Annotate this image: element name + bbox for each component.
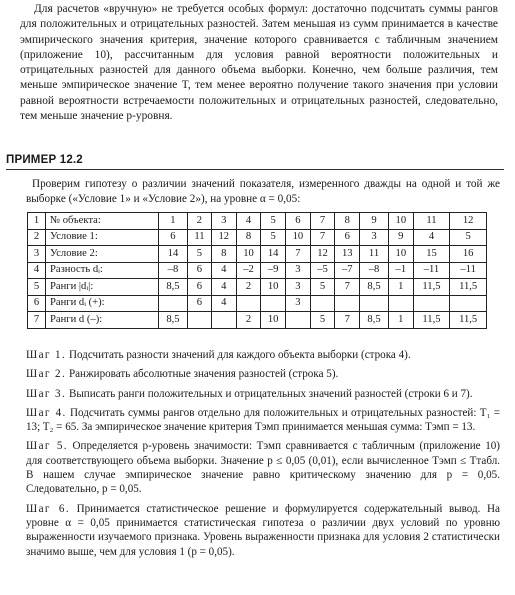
row-number: 7 [28,312,46,329]
table-cell: 11,5 [413,312,450,329]
table-cell: –2 [236,262,261,279]
table-cell: –8 [159,262,188,279]
table-cell: 10 [261,279,286,296]
table-cell [335,295,360,312]
row-label: № объекта: [46,213,159,230]
table-cell: 8 [211,246,236,263]
table-cell: 8 [236,229,261,246]
row-number: 3 [28,246,46,263]
step-paragraph [26,406,500,435]
table-cell: 8,5 [159,279,188,296]
table-cell: 1 [388,279,413,296]
table-cell: 8,5 [159,312,188,329]
table-cell: –7 [335,262,360,279]
step-heading: Шаг 2. [26,368,67,381]
table-cell: 10 [388,246,413,263]
table-cell: 10 [286,229,311,246]
step-text: Подсчитать разности значений для каждого объекта выборки (строка 4). [66,349,411,361]
table-cell: 6 [187,279,211,296]
table-cell: 16 [450,246,487,263]
table-cell: 1 [388,312,413,329]
table-cell: 5 [261,229,286,246]
row-label: Условие 1: [46,229,159,246]
table-cell: 6 [286,213,311,230]
table-cell: 7 [310,213,335,230]
table-cell: 4 [413,229,450,246]
table-cell: 4 [236,213,261,230]
table-cell [211,312,236,329]
table-cell: 11,5 [450,312,487,329]
table-cell: 7 [335,312,360,329]
table-cell: 13 [335,246,360,263]
table-cell: 5 [310,279,335,296]
step-text: Принимается статистическое решение и формулируется содержательный вывод. На уровне α = 0,05 принимается статистическая гипотеза о различии двух условий по уровню выраженности изучаемого признака. Уровень выраженности признака для условия 2 статистически значимо выше, чем для условия 1 (p = 0,05). [26,502,500,558]
table-cell: –11 [413,262,450,279]
table-cell: 5 [187,246,211,263]
row-label: Условие 2: [46,246,159,263]
step-heading: Шаг 4. [26,406,67,419]
table-row [28,246,487,263]
table-cell: 2 [187,213,211,230]
table-row [28,262,487,279]
table-cell: 4 [211,295,236,312]
table-cell: 4 [211,262,236,279]
table-cell: 6 [187,295,211,312]
table-cell [360,295,389,312]
table-row [28,213,487,230]
intro-section [20,2,498,124]
step-heading: Шаг 6. [26,502,70,515]
table-cell: 15 [413,246,450,263]
table-cell: 11,5 [413,279,450,296]
step-paragraph [26,348,500,362]
table-row [28,295,487,312]
row-number: 4 [28,262,46,279]
row-number: 6 [28,295,46,312]
table-cell: 14 [261,246,286,263]
table-cell: 10 [236,246,261,263]
table-row [28,279,487,296]
table-cell: 6 [187,262,211,279]
row-label: Ранги dᵢ (+): [46,295,159,312]
table-cell: 9 [388,229,413,246]
table-cell: 3 [360,229,389,246]
table-cell: 8 [335,213,360,230]
table-cell: –11 [450,262,487,279]
table-cell: 10 [388,213,413,230]
table-cell: 8,5 [360,312,389,329]
row-label: Ранги d (–): [46,312,159,329]
table-cell: 14 [159,246,188,263]
step-heading: Шаг 5. [26,440,68,453]
step-text: Подсчитать суммы рангов отдельно для положительных и отрицательных разностей: T₁ = 13; T₂ = 65. За эмпирическое значение критерия Tэмп принимается меньшая сумма: Tэмп = 13. [26,406,500,434]
table-cell: 5 [261,213,286,230]
table-row [28,229,487,246]
table-cell: 6 [335,229,360,246]
row-number: 5 [28,279,46,296]
step-heading: Шаг 3. [26,387,67,400]
table-cell: 9 [360,213,389,230]
table-cell: 12 [450,213,487,230]
table-cell: –1 [388,262,413,279]
table-cell [413,295,450,312]
table-cell [310,295,335,312]
step-heading: Шаг 1. [26,349,67,361]
step-text: Определяется p-уровень значимости: Tэмп сравнивается с табличным (приложение 10) для соответствующего объема выборки. Значение p ≤ 0,05 (0,01), если вычисленное Tэмп ≤ Tтабл. В нашем случае эмпирическое значение равно критическому значению для p = 0,05. Следовательно, p = 0,05. [26,440,500,496]
table-cell: 12 [310,246,335,263]
table-cell: 7 [310,229,335,246]
table-cell [450,295,487,312]
table-cell: 5 [310,312,335,329]
table-cell: 11 [187,229,211,246]
table-cell: 7 [286,246,311,263]
table-cell: 6 [159,229,188,246]
intro-paragraph: Для расчетов «вручную» не требуется особых формул: достаточно подсчитать суммы рангов для положительных и отрицательных разностей. Затем меньшая из сумм принимается в качестве эмпирического значения критерия, значение которого сравнивается с табличным значением (приложение 10), рассчитанным для условия равной вероятности положительных и отрицательных разностей для данного объема выборки. Конечно, чем больше различия, тем меньше эмпирическое значение T, тем менее вероятно получение такого значения при условии равной вероятности встречаемости положительных и отрицательных разностей, следовательно, тем меньше значение p-уровня. [20,3,498,123]
table-cell: 11 [413,213,450,230]
table-cell: 5 [450,229,487,246]
table-cell [236,295,261,312]
example-title: ПРИМЕР 12.2 [6,154,83,166]
example-problem [26,177,500,206]
step-text: Выписать ранги положительных и отрицательных значений разностей (строки 6 и 7). [66,387,473,400]
table-cell [261,295,286,312]
step-text: Ранжировать абсолютные значения разностей (строка 5). [66,368,339,381]
table-cell: 11 [360,246,389,263]
table-cell: 3 [211,213,236,230]
row-label: Ранги |dᵢ|: [46,279,159,296]
step-paragraph [26,439,500,496]
table-cell: 3 [286,279,311,296]
table-cell [159,295,188,312]
table-cell: 3 [286,262,311,279]
table-cell: 12 [211,229,236,246]
steps-list [26,348,500,564]
example-divider [6,169,504,170]
table-cell: –9 [261,262,286,279]
step-paragraph [26,387,500,401]
problem-text: Проверим гипотезу о различии значений показателя, измеренного дважды на одной и той же выборке («Условие 1» и «Условие 2»), на уровне α = 0,05: [26,178,500,205]
step-paragraph [26,502,500,559]
table-cell [286,312,311,329]
table-cell: 3 [286,295,311,312]
table-cell: 11,5 [450,279,487,296]
row-number: 2 [28,229,46,246]
table-cell: 2 [236,279,261,296]
table-cell: 8,5 [360,279,389,296]
table-cell: 4 [211,279,236,296]
table-cell: 2 [236,312,261,329]
row-label: Разность dᵢ: [46,262,159,279]
table-cell: 1 [159,213,188,230]
table-cell: 7 [335,279,360,296]
table-cell: –5 [310,262,335,279]
table-cell: 10 [261,312,286,329]
table-cell [388,295,413,312]
ranks-table [27,212,487,329]
step-paragraph [26,367,500,381]
table-cell: –8 [360,262,389,279]
row-number: 1 [28,213,46,230]
table-row [28,312,487,329]
table-cell [187,312,211,329]
